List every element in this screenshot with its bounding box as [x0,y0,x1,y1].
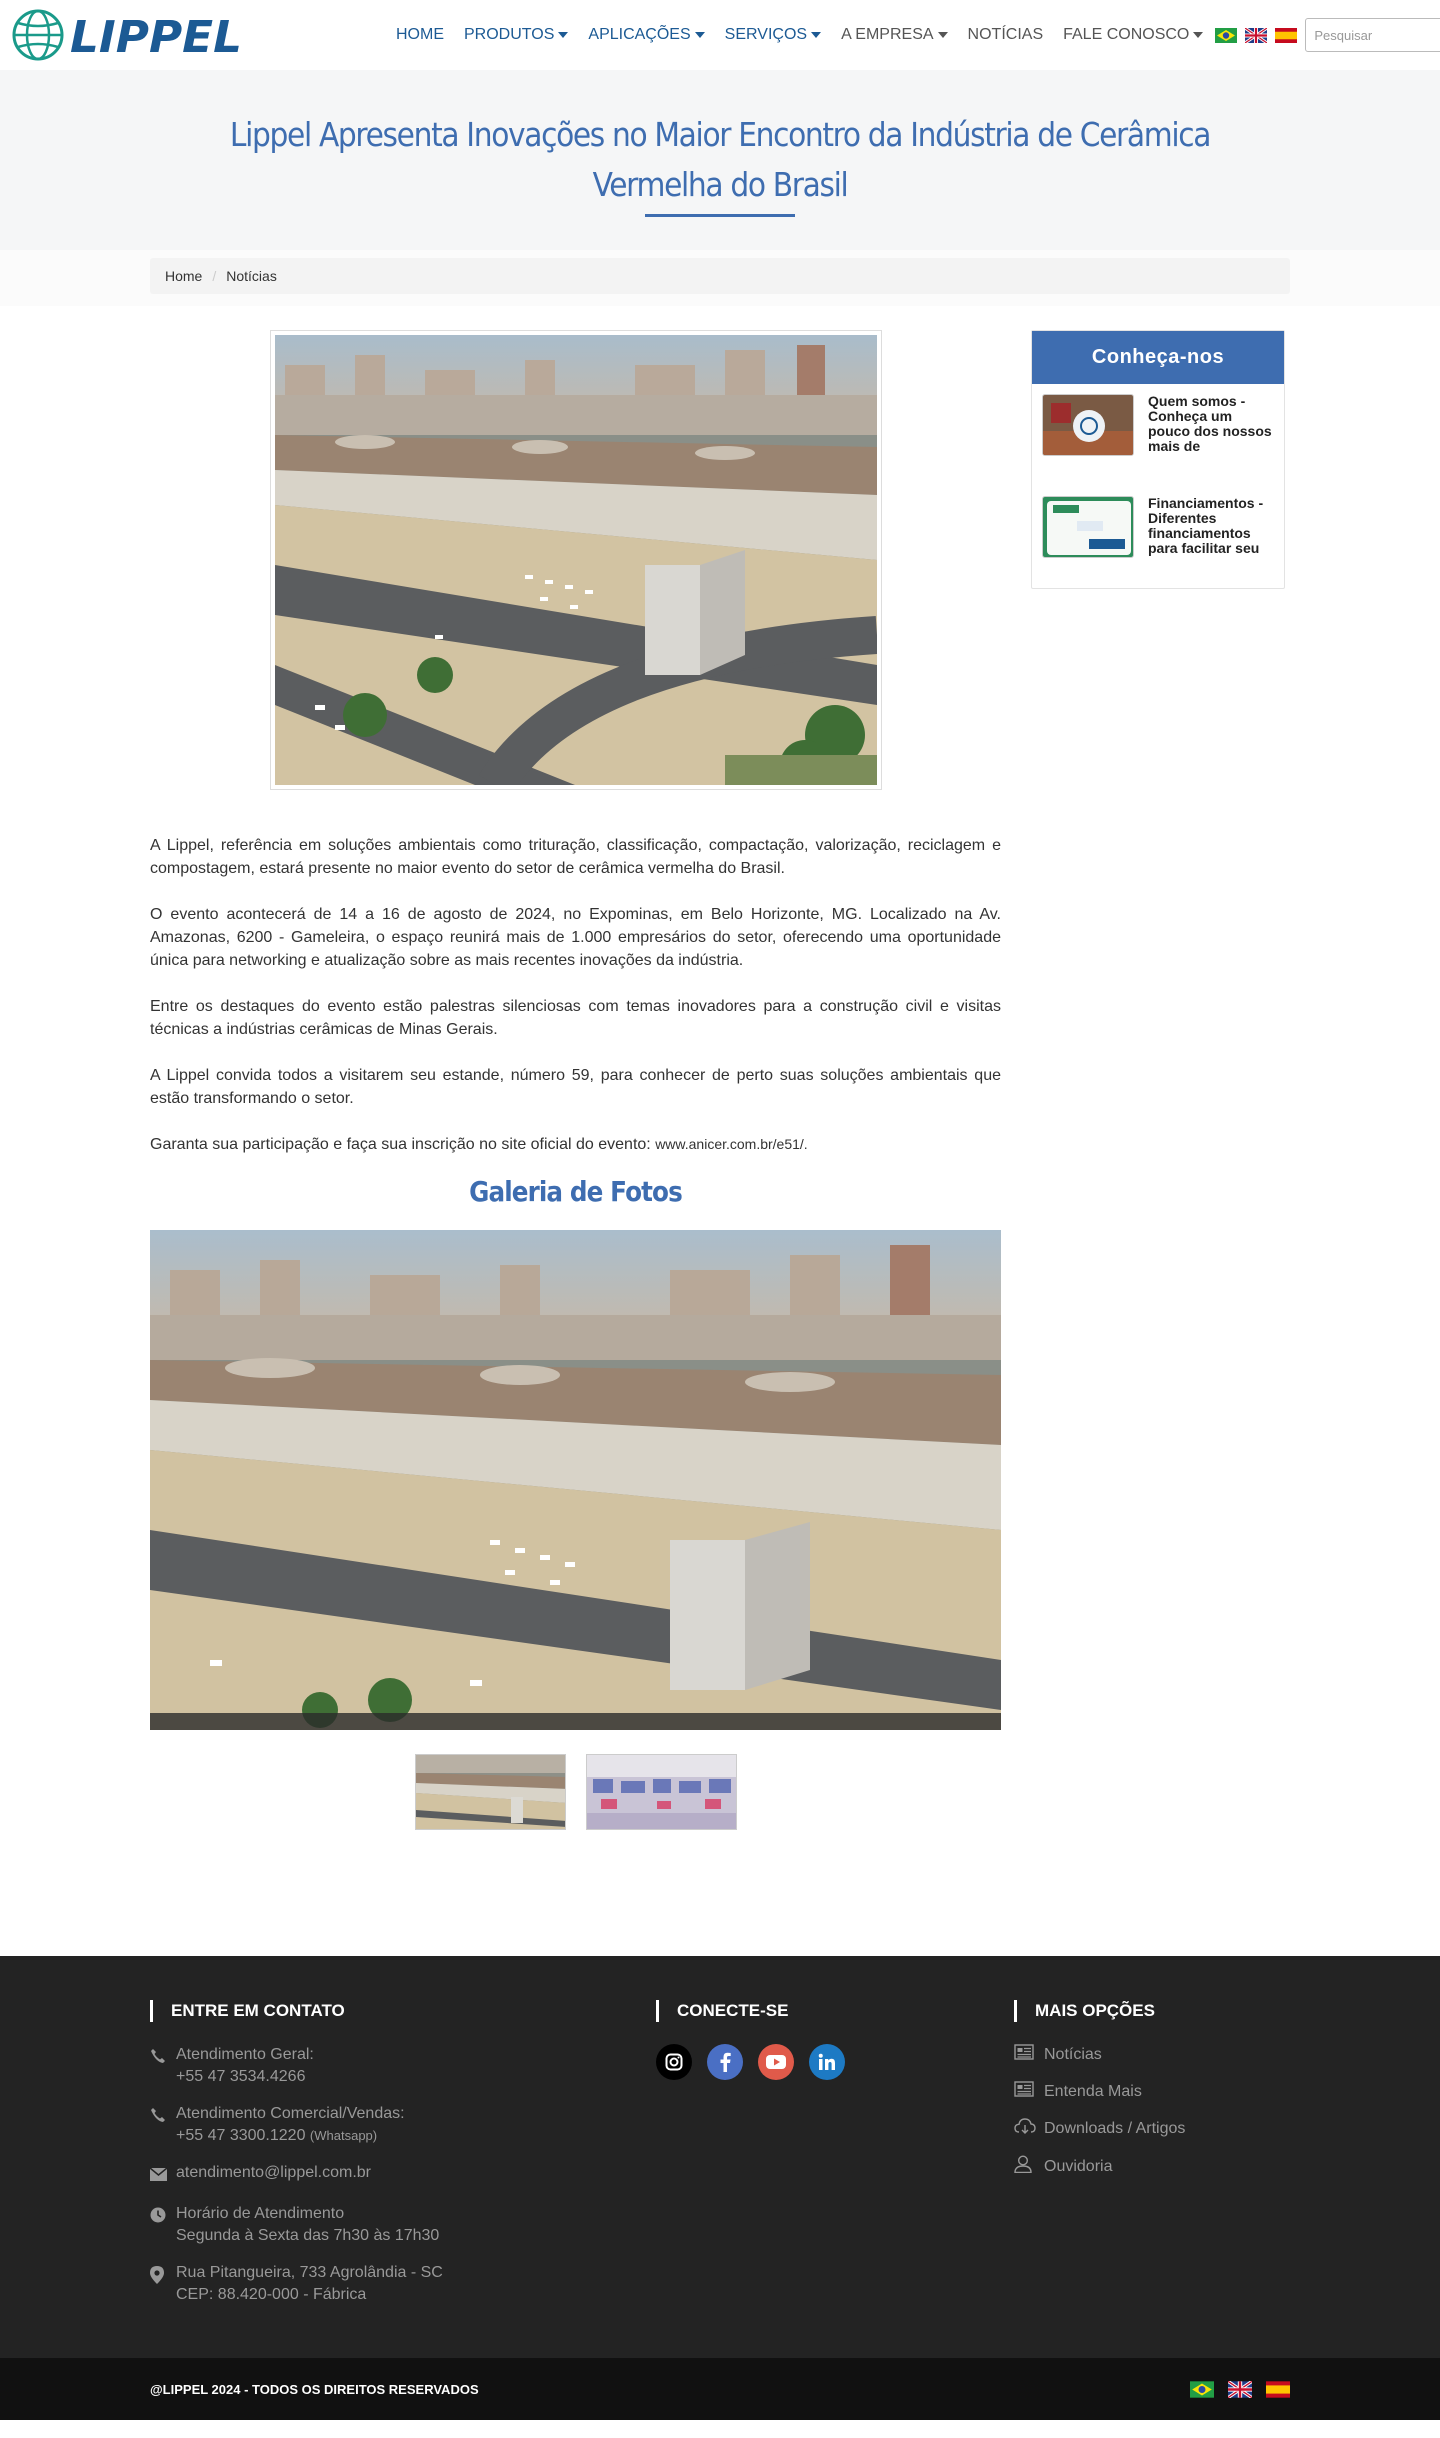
nav-label: APLICAÇÕES [588,26,691,43]
contact-email-address[interactable]: atendimento@lippel.com.br [176,2164,372,2181]
conheca-nos-box [1031,330,1285,589]
contact-email [150,2162,656,2188]
flag-spain-icon[interactable] [1266,2381,1290,2398]
footer-social-title: CONECTE-SE [656,2000,1014,2022]
nav-label: HOME [396,26,444,43]
expominas-gallery-photo [150,1230,1001,1730]
sidebar-item-financiamentos[interactable] [1032,486,1284,588]
footer-more-title: MAIS OPÇÕES [1014,2000,1290,2022]
caret-down-icon [938,32,948,38]
contact-address-street: Rua Pitangueira, 733 Agrolândia - SC [176,2264,443,2281]
gallery-thumbnails [150,1754,1001,1830]
flag-spain-icon[interactable] [1275,28,1297,43]
contact-comercial-phone[interactable]: +55 47 3300.1220 [176,2127,306,2144]
nav-produtos[interactable] [454,26,578,44]
cloud-download-icon [1014,2118,1044,2139]
article-paragraph: O evento acontecerá de 14 a 16 de agosto de 2024, no Expominas, em Belo Horizonte, MG. Localizado na Av. Amazonas, 6200 - Gameleira, o espaço reunirá mais de 1.000 empresários do setor, oferecendo uma oportunidade única para networking e atualização sobre as mais recentes inovações da indústria. [150,906,1001,969]
article [150,330,1001,1830]
search-input[interactable] [1305,18,1440,52]
flag-brazil-icon[interactable] [1215,28,1237,43]
footer-language-flags [1190,2381,1290,2398]
clock-icon [150,2203,176,2247]
thumb-expominas-photo [416,1755,566,1830]
nav-label: NOTÍCIAS [967,26,1044,43]
nav-label: A EMPRESA [841,26,934,43]
footer-link-ouvidoria[interactable] [1014,2155,1290,2178]
sidebar-item-text: Financiamentos - Diferentes financiamentos para facilitar seu [1148,496,1264,556]
caret-down-icon [811,32,821,38]
thumb-event-hall-photo [587,1755,737,1830]
cta-text: Garanta sua participação e faça sua inscrição no site oficial do evento: [150,1136,656,1153]
event-link[interactable]: www.anicer.com.br/e51/. [655,1136,808,1152]
article-hero-image [270,330,882,790]
article-paragraph: A Lippel, referência em soluções ambientais como trituração, classificação, compactação, valorização, reciclagem e compostagem, estará presente no maior evento do setor de cerâmica vermelha do Brasil. [150,837,1001,877]
sidebar-item-text: Quem somos - Conheça um pouco dos nossos mais de [1148,394,1272,454]
article-paragraph: Entre os destaques do evento estão palestras silenciosas com temas inovadores para a construção civil e visitas técnicas a indústrias cerâmicas de Minas Gerais. [150,998,1001,1038]
nav-aplicacoes[interactable] [578,26,714,44]
title-section [0,70,1440,250]
footer-link-label: Entenda Mais [1044,2082,1142,2100]
contact-address [150,2262,656,2306]
copyright-text: @LIPPEL 2024 - TODOS OS DIREITOS RESERVADOS [150,2381,479,2397]
footer-bottom-bar [0,2358,1440,2420]
search-form [1305,18,1440,52]
newspaper-icon [1014,2044,1044,2065]
contact-hours-label: Horário de Atendimento [176,2205,345,2222]
gallery-main-image[interactable] [150,1230,1001,1730]
breadcrumb [150,258,1290,294]
title-underline [645,214,795,217]
youtube-icon[interactable] [758,2044,794,2080]
nav-noticias[interactable] [958,26,1054,44]
footer-social-column [656,2000,1014,2321]
breadcrumb-separator: / [212,268,217,284]
contact-geral [150,2044,656,2088]
nav-a-empresa[interactable] [831,26,957,44]
contact-hours-value: Segunda à Sexta das 7h30 às 17h30 [176,2227,440,2244]
caret-down-icon [558,32,568,38]
contact-geral-label: Atendimento Geral: [176,2046,314,2063]
lippel-logo[interactable] [10,7,246,63]
globe-logo-icon [10,7,246,63]
gallery-thumbnail[interactable] [415,1754,566,1830]
instagram-icon[interactable] [656,2044,692,2080]
article-body [150,834,1001,1156]
nav-fale-conosco[interactable] [1053,26,1213,44]
nav-label: PRODUTOS [464,26,555,43]
main-nav [386,26,1213,44]
facebook-icon[interactable] [707,2044,743,2080]
nav-home[interactable] [386,26,454,44]
page-title: Lippel Apresenta Inovações no Maior Encontro da Indústria de Cerâmica Vermelha do Brasil [229,115,1211,204]
flag-uk-icon[interactable] [1228,2381,1252,2398]
footer-more-column [1014,2000,1290,2321]
sidebar-title: Conheça-nos [1032,331,1284,384]
contact-address-cep: CEP: 88.420-000 - Fábrica [176,2286,367,2303]
footer-link-label: Downloads / Artigos [1044,2119,1186,2137]
caret-down-icon [1193,32,1203,38]
nav-label: FALE CONOSCO [1063,26,1190,43]
user-icon [1014,2155,1044,2178]
flag-brazil-icon[interactable] [1190,2381,1214,2398]
contact-geral-phone[interactable]: +55 47 3534.4266 [176,2068,306,2085]
footer-contact-column [150,2000,656,2321]
phone-icon [150,2044,176,2088]
nav-servicos[interactable] [715,26,831,44]
footer-link-entenda-mais[interactable] [1014,2081,1290,2102]
expominas-aerial-photo [275,335,877,785]
breadcrumb-home[interactable]: Home [165,268,203,284]
social-links [656,2044,1014,2080]
phone-icon [150,2103,176,2147]
article-cta [150,1133,1001,1156]
quem-somos-thumbnail [1042,394,1134,456]
gallery-thumbnail[interactable] [586,1754,737,1830]
financiamentos-thumbnail [1042,496,1134,558]
footer-link-downloads[interactable] [1014,2118,1290,2139]
site-footer [0,1956,1440,2358]
footer-link-label: Notícias [1044,2045,1102,2063]
contact-comercial-note: (Whatsapp) [309,2128,378,2143]
site-header [0,0,1440,70]
map-pin-icon [150,2262,176,2306]
sidebar-item-quem-somos[interactable] [1032,384,1284,486]
breadcrumb-current[interactable]: Notícias [226,268,277,284]
article-paragraph: A Lippel convida todos a visitarem seu estande, número 59, para conhecer de perto suas soluções ambientais que estão transformando o setor. [150,1067,1001,1107]
sidebar [1031,330,1285,1830]
breadcrumb-section [0,250,1440,306]
newspaper-icon [1014,2081,1044,2102]
linkedin-icon[interactable] [809,2044,845,2080]
gallery-title: Galeria de Fotos [469,1175,682,1208]
envelope-icon [150,2162,176,2188]
footer-link-label: Ouvidoria [1044,2157,1113,2175]
main-content [150,306,1290,1830]
logo-text: LIPPEL [70,12,242,63]
nav-label: SERVIÇOS [724,26,808,43]
footer-link-noticias[interactable] [1014,2044,1290,2065]
contact-comercial [150,2103,656,2147]
caret-down-icon [695,32,705,38]
flag-uk-icon[interactable] [1245,28,1267,43]
contact-comercial-label: Atendimento Comercial/Vendas: [176,2105,405,2122]
language-flags [1215,28,1297,43]
footer-contact-title: ENTRE EM CONTATO [150,2000,656,2022]
contact-hours [150,2203,656,2247]
